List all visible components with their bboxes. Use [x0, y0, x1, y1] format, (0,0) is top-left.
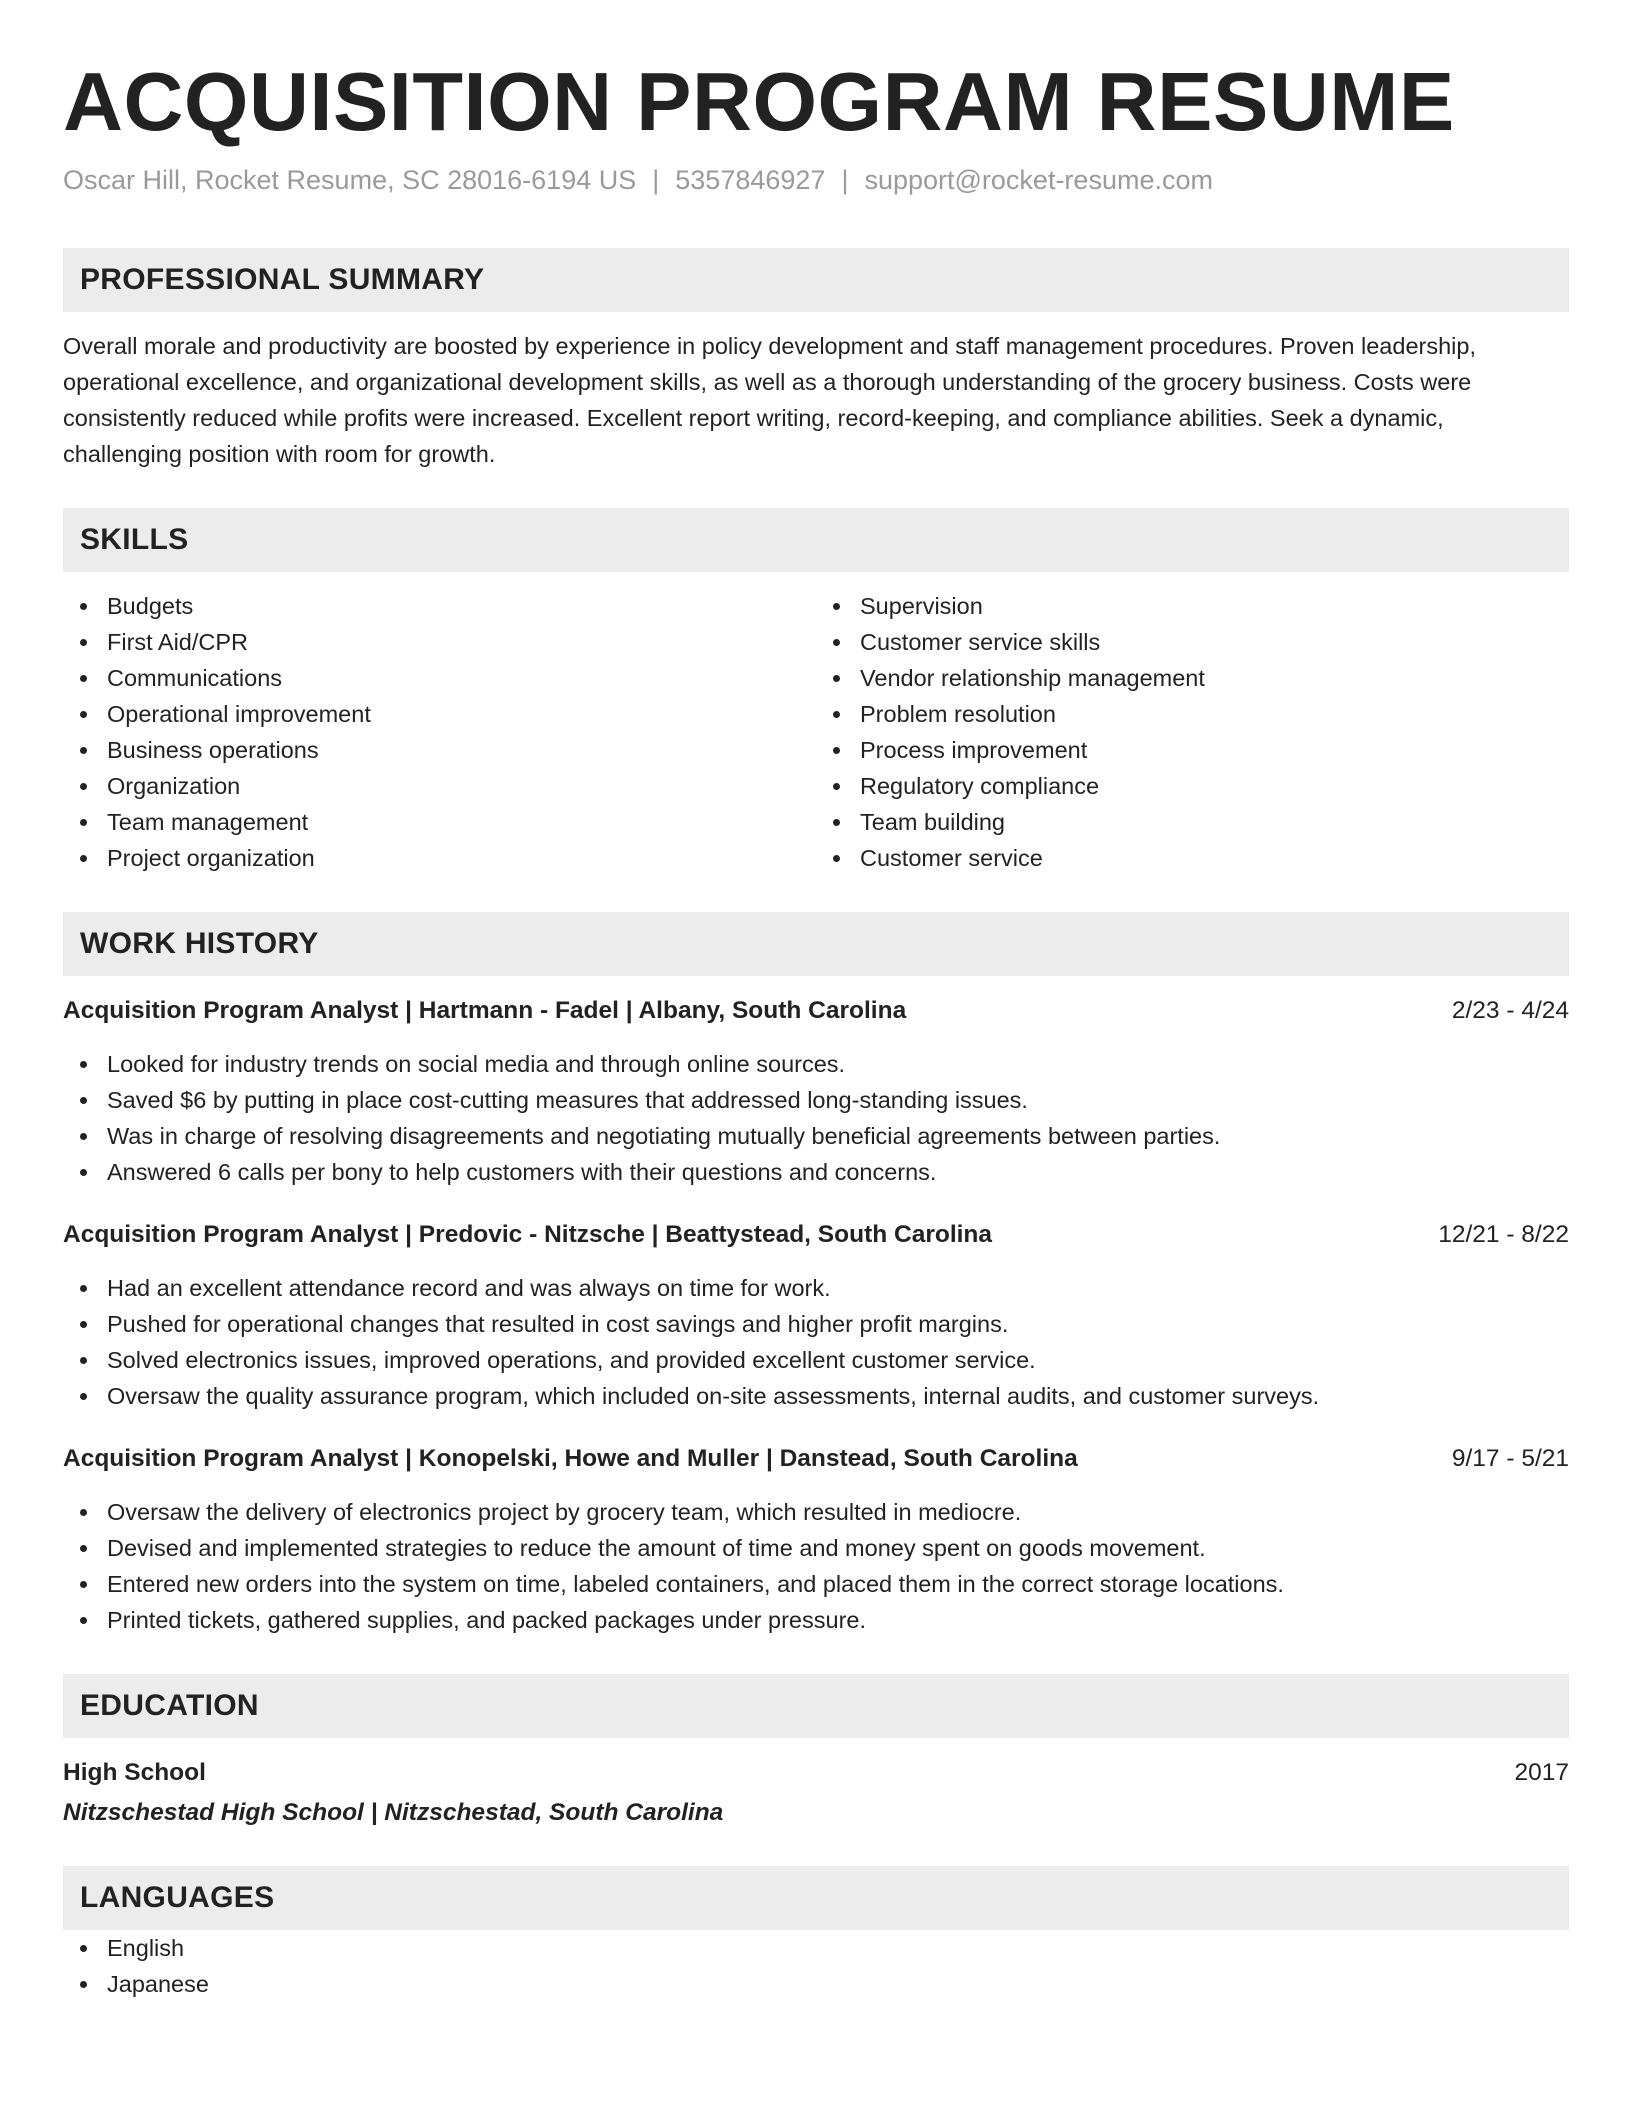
contact-line	[63, 165, 1569, 196]
language-item: English	[63, 1930, 1569, 1966]
contact-email[interactable]: support@rocket-resume.com	[864, 165, 1213, 196]
education-year: 2017	[1514, 1759, 1569, 1787]
education-degree: High School	[63, 1759, 206, 1787]
section-heading-skills: SKILLS	[63, 508, 1569, 572]
job-dates: 9/17 - 5/21	[1451, 1445, 1569, 1473]
section-heading-work-history: WORK HISTORY	[63, 912, 1569, 976]
job-bullet: Oversaw the quality assurance program, which included on-site assessments, internal audits, and customer surveys.	[63, 1378, 1569, 1414]
job-bullet: Printed tickets, gathered supplies, and packed packages under pressure.	[63, 1602, 1569, 1638]
job-bullet: Devised and implemented strategies to reduce the amount of time and money spent on goods movement.	[63, 1530, 1569, 1566]
skill-item: Problem resolution	[816, 696, 1569, 732]
job-bullet: Solved electronics issues, improved operations, and provided excellent customer service.	[63, 1342, 1569, 1378]
skill-item: Organization	[63, 768, 816, 804]
job-title: Acquisition Program Analyst | Predovic - Nitzsche | Beattystead, South Carolina	[63, 1221, 993, 1249]
job-bullets	[63, 1046, 1569, 1190]
skill-item: Team building	[816, 804, 1569, 840]
job-bullets	[63, 1270, 1569, 1414]
job-title: Acquisition Program Analyst | Hartmann - Fadel | Albany, South Carolina	[63, 997, 907, 1025]
skills-column-left	[63, 588, 816, 876]
resume-title: ACQUISITION PROGRAM RESUME	[63, 55, 1455, 148]
summary-text: Overall morale and productivity are boosted by experience in policy development and staff management procedures. Proven leadership, operational excellence, and organizational development skills, as well as a thorough understanding of the grocery business. Costs were consistently reduced while profits were increased. Excellent report writing, record-keeping, and compliance abilities. Seek a dynamic, challenging position with room for growth.	[63, 333, 1476, 468]
skill-item: Business operations	[63, 732, 816, 768]
job-bullets	[63, 1494, 1569, 1638]
language-item: Japanese	[63, 1966, 1569, 2002]
section-heading-education: EDUCATION	[63, 1674, 1569, 1738]
section-heading-summary: PROFESSIONAL SUMMARY	[63, 248, 1569, 312]
contact-separator: |	[652, 165, 660, 196]
languages-list	[63, 1930, 1569, 2002]
job-entry	[63, 1442, 1569, 1638]
skill-item: Operational improvement	[63, 696, 816, 732]
job-header	[63, 1442, 1569, 1476]
skill-item: First Aid/CPR	[63, 624, 816, 660]
job-header	[63, 1218, 1569, 1252]
job-bullet: Pushed for operational changes that resulted in cost savings and higher profit margins.	[63, 1306, 1569, 1342]
job-bullet: Saved $6 by putting in place cost-cutting measures that addressed long-standing issues.	[63, 1082, 1569, 1118]
job-bullet: Answered 6 calls per bony to help customers with their questions and concerns.	[63, 1154, 1569, 1190]
skill-item: Budgets	[63, 588, 816, 624]
skill-item: Customer service	[816, 840, 1569, 876]
job-bullet: Oversaw the delivery of electronics project by grocery team, which resulted in mediocre.	[63, 1494, 1569, 1530]
job-bullet: Looked for industry trends on social media and through online sources.	[63, 1046, 1569, 1082]
contact-address: Oscar Hill, Rocket Resume, SC 28016-6194 US	[63, 165, 637, 196]
skill-item: Supervision	[816, 588, 1569, 624]
education-header	[63, 1756, 1569, 1790]
contact-separator: |	[841, 165, 849, 196]
education-entry	[63, 1756, 1569, 1830]
skill-item: Team management	[63, 804, 816, 840]
job-header	[63, 994, 1569, 1028]
job-entry	[63, 1218, 1569, 1414]
skill-item: Process improvement	[816, 732, 1569, 768]
skill-item: Regulatory compliance	[816, 768, 1569, 804]
skills-column-right	[816, 588, 1569, 876]
job-dates: 12/21 - 8/22	[1438, 1221, 1569, 1249]
job-title: Acquisition Program Analyst | Konopelski, Howe and Muller | Danstead, South Carolina	[63, 1445, 1078, 1473]
skill-item: Project organization	[63, 840, 816, 876]
contact-phone: 5357846927	[675, 165, 826, 196]
skills-list	[63, 588, 1569, 876]
job-bullet: Was in charge of resolving disagreements and negotiating mutually beneficial agreements between parties.	[63, 1118, 1569, 1154]
job-entry	[63, 994, 1569, 1190]
education-school: Nitzschestad High School | Nitzschestad, South Carolina	[63, 1799, 724, 1827]
skill-item: Customer service skills	[816, 624, 1569, 660]
section-heading-languages: LANGUAGES	[63, 1866, 1569, 1930]
job-bullet: Had an excellent attendance record and was always on time for work.	[63, 1270, 1569, 1306]
job-bullet: Entered new orders into the system on time, labeled containers, and placed them in the correct storage locations.	[63, 1566, 1569, 1602]
skill-item: Communications	[63, 660, 816, 696]
skill-item: Vendor relationship management	[816, 660, 1569, 696]
job-dates: 2/23 - 4/24	[1451, 997, 1569, 1025]
